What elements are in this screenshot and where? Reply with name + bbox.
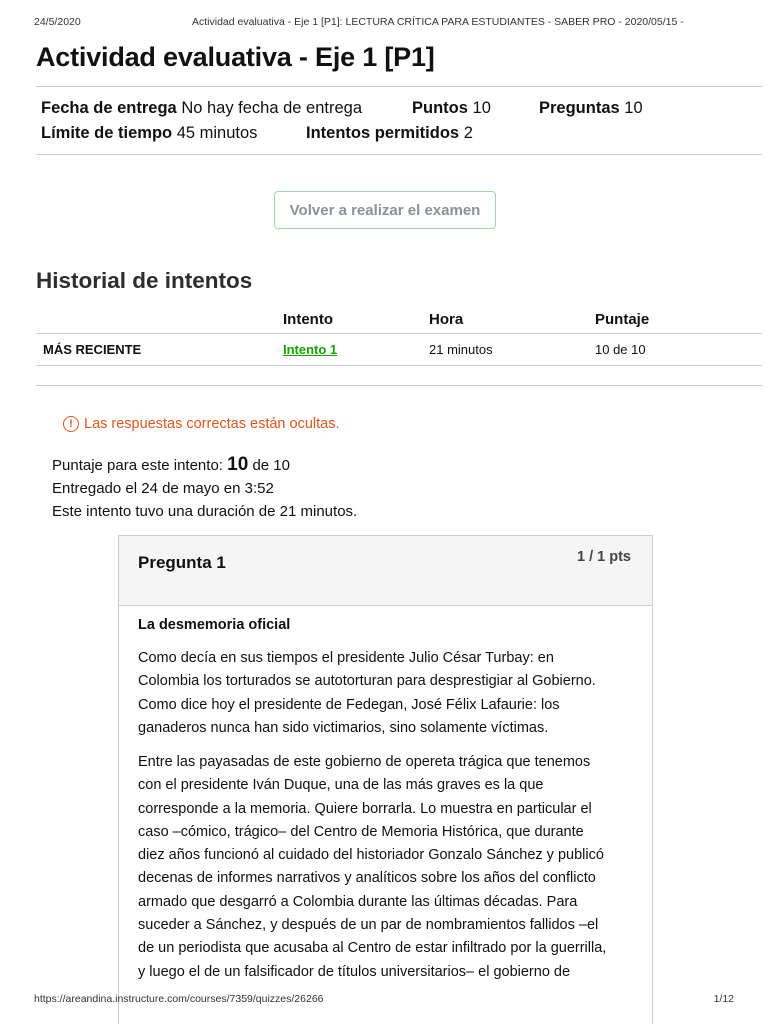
retake-quiz-button[interactable]: Volver a realizar el examen (274, 191, 496, 229)
question-points: 1 / 1 pts (577, 549, 631, 565)
page-number: 1/12 (713, 993, 734, 1005)
paragraph-line: corresponde a la memoria. Quiere borrarla. Lo muestra en particular el (138, 800, 592, 817)
paragraph-line: con el presidente Iván Duque, una de las más graves es la que (138, 777, 544, 794)
attempts-value: 2 (463, 124, 473, 142)
paragraph-line: Colombia los torturados se autotorturan para desprestigiar al Gobierno. (138, 673, 596, 690)
score-prefix: Puntaje para este intento: (52, 457, 223, 474)
divider (36, 154, 762, 155)
time-limit (41, 124, 257, 143)
score-suffix: de 10 (252, 457, 290, 474)
question-title: Pregunta 1 (138, 553, 226, 572)
row-label: MÁS RECIENTE (43, 342, 142, 357)
paragraph-line: ganaderos nunca han sido victimarios, sino solamente víctimas. (138, 719, 549, 736)
due-label: Fecha de entrega (41, 99, 177, 117)
points (412, 99, 491, 118)
page-title: Actividad evaluativa - Eje 1 [P1] (36, 42, 435, 72)
row-time: 21 minutos (429, 342, 493, 357)
question-header (119, 536, 652, 606)
allowed-attempts (306, 124, 473, 143)
exclamation-circle-icon: ! (63, 416, 79, 432)
print-date: 24/5/2020 (34, 16, 81, 28)
column-header-time: Hora (429, 311, 464, 328)
paragraph-line: decenas de informes narrativos y analíticos sobre los años del conflicto (138, 870, 596, 887)
paragraph-line: Como dice hoy el presidente de Fedegan, José Félix Lafaurie: los (138, 696, 560, 713)
points-value: 10 (472, 99, 491, 117)
reading-paragraph (138, 647, 638, 740)
hidden-answers-notice (63, 416, 340, 432)
attempt-1-link[interactable]: Intento 1 (283, 342, 338, 357)
table-row-divider (36, 365, 762, 366)
due-value: No hay fecha de entrega (181, 99, 363, 117)
question-card (118, 535, 653, 1024)
attempt-duration: Este intento tuvo una duración de 21 minutos. (52, 503, 358, 520)
column-header-score: Puntaje (595, 311, 650, 328)
divider (36, 86, 762, 87)
paragraph-line: Como decía en sus tiempos el presidente Julio César Turbay: en (138, 650, 554, 666)
points-label: Puntos (412, 99, 468, 117)
print-header (34, 16, 734, 30)
paragraph-line: de un periodista que acusaba al Centro de estar infiltrado por la guerrilla, (138, 940, 607, 957)
questions-count (539, 99, 643, 118)
divider (36, 385, 762, 386)
reading-paragraph (138, 751, 638, 984)
notice-text: Las respuestas correctas están ocultas. (84, 416, 340, 432)
row-score: 10 de 10 (595, 342, 646, 357)
attempt-history-title: Historial de intentos (36, 268, 253, 293)
paragraph-line: caso –cómico, trágico– del Centro de Memoria Histórica, que durante (138, 823, 584, 840)
reading-title: La desmemoria oficial (138, 617, 291, 633)
paragraph-line: armado que desgarró a Colombia durante las últimas décadas. Para (138, 893, 578, 910)
paragraph-line: Entre las payasadas de este gobierno de opereta trágica que tenemos (138, 754, 591, 770)
table-header-divider (36, 333, 762, 334)
paragraph-line: diez años funcionó al cuidado del historiador Gonzalo Sánchez y publicó (138, 847, 604, 864)
submitted-date: Entregado el 24 de mayo en 3:52 (52, 480, 274, 497)
time-limit-value: 45 minutos (176, 124, 258, 142)
attempt-score (52, 454, 290, 476)
paragraph-line: y luego el de un falsificador de títulos universitarios– el gobierno de (138, 963, 571, 980)
column-header-attempt: Intento (283, 311, 333, 328)
paragraph-line: suceder a Sánchez, y después de un par de nombramientos fallidos –el (138, 917, 599, 934)
due-date (41, 99, 362, 118)
score-value: 10 (227, 454, 249, 475)
questions-label: Preguntas (539, 99, 620, 117)
page-url: https://areandina.instructure.com/courses/7359/quizzes/26266 (34, 993, 324, 1005)
time-limit-label: Límite de tiempo (41, 124, 173, 142)
questions-value: 10 (624, 99, 643, 117)
print-footer (34, 993, 734, 1007)
attempts-label: Intentos permitidos (306, 124, 460, 142)
print-document-title: Actividad evaluativa - Eje 1 [P1]: LECTURA CRÍTICA PARA ESTUDIANTES - SABER PRO - 2020/05/15 - (192, 16, 684, 28)
